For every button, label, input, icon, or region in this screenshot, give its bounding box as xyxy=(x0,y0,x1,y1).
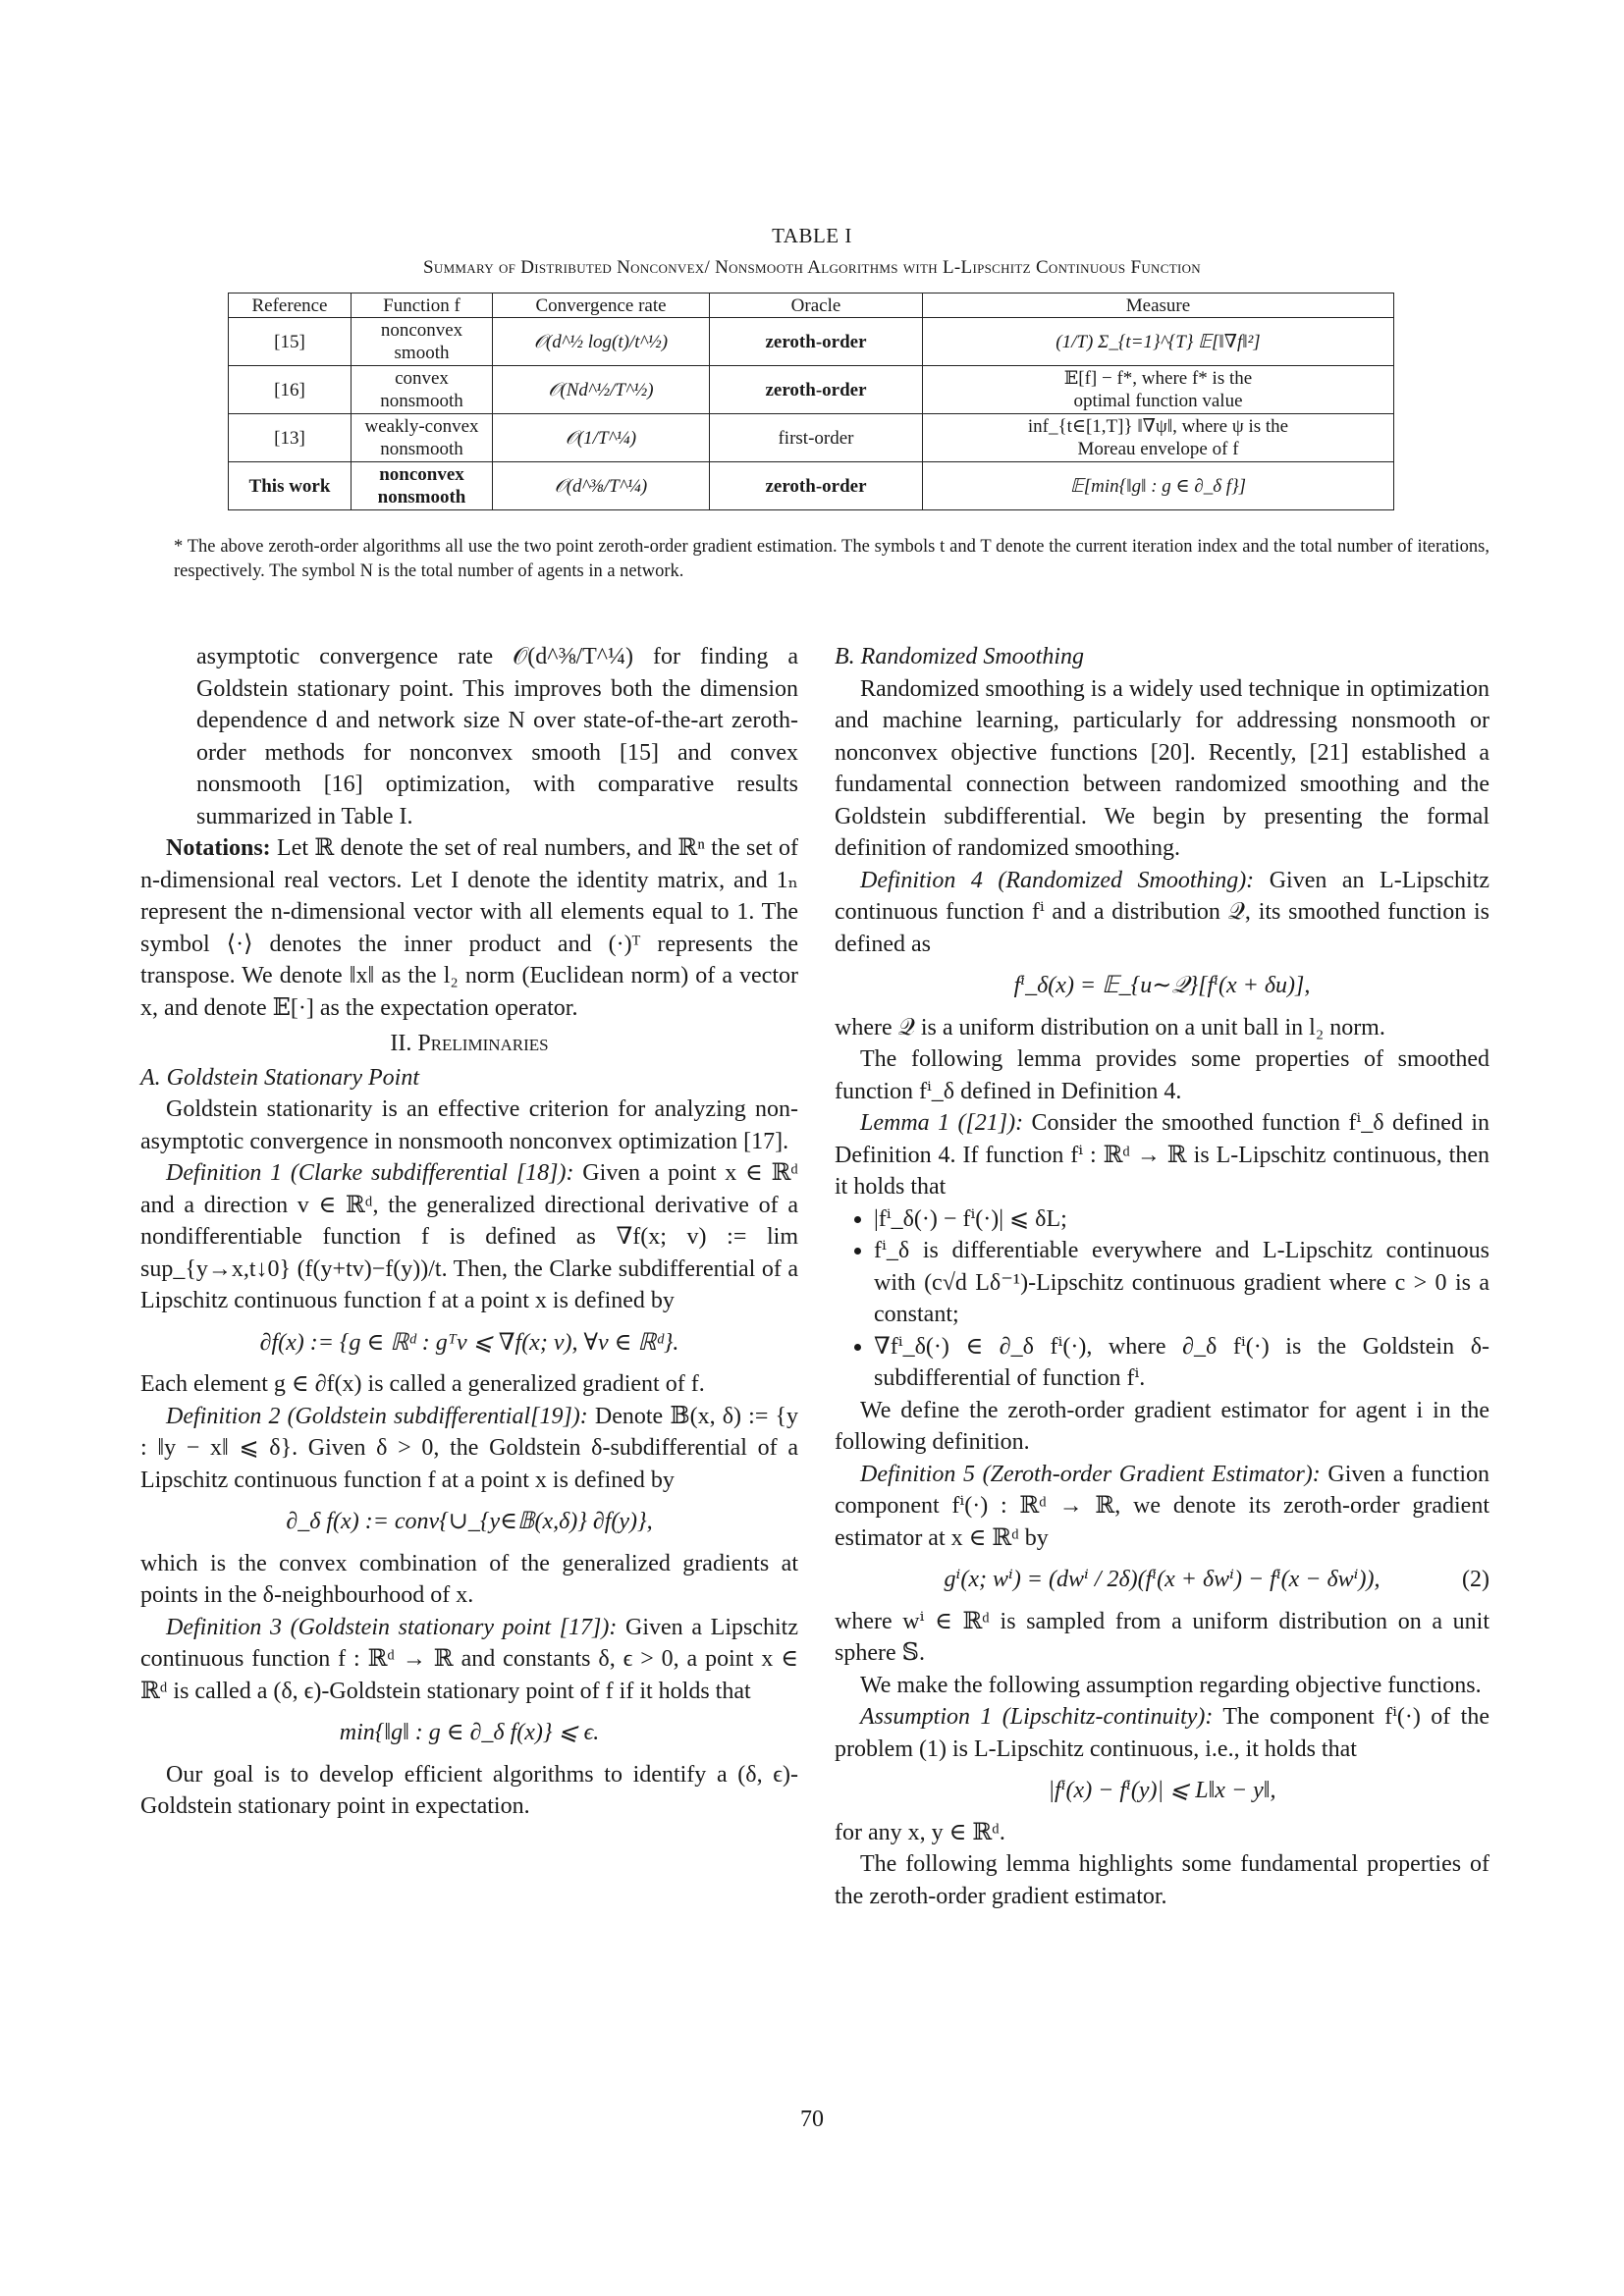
equation-number: (2) xyxy=(1462,1567,1489,1592)
definition-1-after: Each element g ∈ ∂f(x) is called a generalized gradient of f. xyxy=(140,1371,705,1397)
table-title: TABLE I xyxy=(772,224,852,247)
table-row xyxy=(229,414,1394,462)
cell-oracle: zeroth-order xyxy=(710,318,923,366)
equation: fⁱ_δ(x) = 𝔼_{u∼𝒬}[fⁱ(x + δu)], xyxy=(1013,973,1311,998)
table-header-row xyxy=(229,294,1394,318)
cell-rate: 𝒪(Nd^½/T^½) xyxy=(493,366,710,414)
cell-measure xyxy=(923,366,1394,414)
definition-2-after: which is the convex combination of the generalized gradients at points in the δ-neighbourhood of x. xyxy=(140,1550,798,1608)
right-column xyxy=(835,641,1489,1912)
measure-line: optimal function value xyxy=(1073,391,1243,411)
goal-paragraph: Our goal is to develop efficient algorithms to identify a (δ, ϵ)-Goldstein stationary point in expectation. xyxy=(140,1761,798,1819)
definition-text: Given a point x ∈ ℝᵈ and a direction v ∈ ℝᵈ, the generalized directional derivative of a nondifferentiable function f is defined as ∇f(x; v) := lim sup_{y→x,t↓0} (f(y+tv)−f(y))/t. Then, the Clarke subdifferential of a Lipschitz continuous function f at a point x is defined by xyxy=(140,1160,798,1313)
definition-text: Given an L-Lipschitz continuous function fⁱ and a distribution 𝒬, its smoothed function is defined as xyxy=(835,867,1490,957)
definition-4-after: where 𝒬 is a uniform distribution on a unit ball in l₂ norm. xyxy=(835,1014,1385,1041)
cell-function xyxy=(352,462,493,510)
assumption-1-after: for any x, y ∈ ℝᵈ. xyxy=(835,1819,1005,1845)
estimator-intro: We define the zeroth-order gradient estimator for agent i in the following definition. xyxy=(835,1397,1489,1455)
lemma-intro: The following lemma provides some properties of smoothed function fⁱ_δ defined in Definition 4. xyxy=(835,1046,1489,1104)
cell-measure xyxy=(923,414,1394,462)
function-line: nonsmooth xyxy=(380,439,463,459)
cell-rate: 𝒪(d^⅜/T^¼) xyxy=(493,462,710,510)
measure-line: Moreau envelope of f xyxy=(1077,439,1239,459)
cell-reference: This work xyxy=(229,462,352,510)
function-line: smooth xyxy=(394,343,450,363)
cell-function xyxy=(352,366,493,414)
equation: ∂_δ f(x) := conv{∪_{y∈𝔹(x,δ)} ∂f(y)}, xyxy=(286,1509,653,1534)
definition-5 xyxy=(835,1459,1489,1555)
page-number: 70 xyxy=(800,2107,824,2132)
table-caption: Summary of Distributed Nonconvex/ Nonsmooth Algorithms with L-Lipschitz Continuous Function xyxy=(423,257,1201,278)
lemma-property-list xyxy=(835,1203,1489,1395)
list-item: • ∇fⁱ_δ(·) ∈ ∂_δ fⁱ(·), where ∂_δ fⁱ(·) is the Goldstein δ-subdifferential of function fⁱ. xyxy=(874,1331,1489,1395)
summary-table xyxy=(228,293,1394,510)
function-line: nonconvex xyxy=(379,464,464,485)
measure-line: (1/T) Σ_{t=1}^{T} 𝔼[‖∇f‖²] xyxy=(1056,331,1261,352)
definition-label: Definition 5 (Zeroth-order Gradient Estimator): xyxy=(860,1461,1321,1487)
function-line: nonconvex xyxy=(380,320,463,341)
table-footnote: * The above zeroth-order algorithms all use the two point zeroth-order gradient estimation. The symbols t and T denote the current iteration index and the total number of iterations, respectively. The symbol N is the total number of agents in a network. xyxy=(174,537,1489,581)
intro-paragraph: asymptotic convergence rate 𝒪(d^⅜/T^¼) for finding a Goldstein stationary point. This improves both the dimension dependence d and network size N over state-of-the-art zeroth-order methods for nonconvex smooth [15] and convex nonsmooth [16] optimization, with comparative results summarized in Table I. xyxy=(196,644,798,829)
table-row xyxy=(229,318,1394,366)
definition-label: Definition 4 (Randomized Smoothing): xyxy=(860,867,1255,893)
lemma-text: Consider the smoothed function fⁱ_δ defined in Definition 4. If function fⁱ : ℝᵈ → ℝ is L-Lipschitz continuous, then it holds that xyxy=(835,1110,1489,1200)
definition-text: Given a Lipschitz continuous function f : ℝᵈ → ℝ and constants δ, ϵ > 0, a point x ∈ ℝᵈ is called a (δ, ϵ)-Goldstein stationary point of f if it holds that xyxy=(140,1614,798,1704)
assumption-intro: We make the following assumption regarding objective functions. xyxy=(860,1672,1482,1698)
measure-line: inf_{t∈[1,T]} ‖∇ψ‖, where ψ is the xyxy=(1027,416,1289,437)
function-line: convex xyxy=(395,368,449,389)
cell-oracle: first-order xyxy=(710,414,923,462)
definition-5-after: where wⁱ ∈ ℝᵈ is sampled from a uniform distribution on a unit sphere 𝕊. xyxy=(835,1608,1489,1666)
equation: gⁱ(x; wⁱ) = (dwⁱ / 2δ)(fⁱ(x + δwⁱ) − fⁱ(x − δwⁱ)), xyxy=(944,1567,1380,1592)
definition-text: Denote 𝔹(x, δ) := {y : ‖y − x‖ ⩽ δ}. Given δ > 0, the Goldstein δ-subdifferential of a Lipschitz continuous function f at a point x is defined by xyxy=(140,1403,798,1493)
header-reference: Reference xyxy=(229,294,352,318)
cell-oracle: zeroth-order xyxy=(710,366,923,414)
assumption-text: The component fⁱ(·) of the problem (1) is L-Lipschitz continuous, i.e., it holds that xyxy=(835,1704,1489,1762)
equation: |fⁱ(x) − fⁱ(y)| ⩽ L‖x − y‖, xyxy=(1048,1778,1276,1803)
cell-reference: [13] xyxy=(229,414,352,462)
definition-2 xyxy=(140,1401,798,1497)
cell-measure xyxy=(923,318,1394,366)
header-oracle: Oracle xyxy=(710,294,923,318)
cell-reference: [15] xyxy=(229,318,352,366)
subsection-heading: B. Randomized Smoothing xyxy=(835,644,1084,669)
notations-label: Notations: xyxy=(166,835,271,861)
measure-line: 𝔼[f] − f*, where f* is the xyxy=(1063,368,1253,389)
notations-text: Let ℝ denote the set of real numbers, and ℝⁿ the set of n-dimensional real vectors. Let I denote the identity matrix, and 1ₙ represent the n-dimensional vector with all elements equal to 1. The symbol ⟨·⟩ denotes the inner product and (·)ᵀ represents the transpose. We denote ‖x‖ as the l₂ norm (Euclidean norm) of a vector x, and denote 𝔼[·] as the expectation operator. xyxy=(140,835,798,1021)
lemma-1 xyxy=(835,1107,1489,1203)
assumption-1 xyxy=(835,1701,1489,1765)
cell-rate: 𝒪(1/T^¼) xyxy=(493,414,710,462)
goldstein-paragraph: Goldstein stationarity is an effective criterion for analyzing non-asymptotic convergence in nonsmooth nonconvex optimization [17]. xyxy=(140,1096,798,1154)
subsection-heading: A. Goldstein Stationary Point xyxy=(140,1064,419,1091)
smoothing-paragraph: Randomized smoothing is a widely used technique in optimization and machine learning, particularly for addressing nonsmooth or nonconvex objective functions [20]. Recently, [21] established a fundamental connection between randomized smoothing and the Goldstein subdifferential. We begin by presenting the formal definition of randomized smoothing. xyxy=(835,675,1489,861)
equation: min{‖g‖ : g ∈ ∂_δ f(x)} ⩽ ϵ. xyxy=(339,1720,600,1745)
cell-measure xyxy=(923,462,1394,510)
header-measure: Measure xyxy=(923,294,1394,318)
numbered-equation xyxy=(835,1564,1489,1596)
function-line: nonsmooth xyxy=(377,487,466,507)
definition-label: Definition 3 (Goldstein stationary point [17]): xyxy=(166,1614,618,1640)
list-item: • |fⁱ_δ(·) − fⁱ(·)| ⩽ δL; xyxy=(874,1203,1489,1236)
table-row-this-work xyxy=(229,462,1394,510)
cell-function xyxy=(352,414,493,462)
section-title: II. Preliminaries xyxy=(390,1031,549,1056)
function-line: weakly-convex xyxy=(364,416,479,437)
equation: ∂f(x) := {g ∈ ℝᵈ : gᵀv ⩽ ∇f(x; v), ∀v ∈ ℝᵈ}. xyxy=(259,1329,679,1356)
list-item: • fⁱ_δ is differentiable everywhere and L-Lipschitz continuous with (c√d Lδ⁻¹)-Lipschitz continuous gradient where c > 0 is a constant; xyxy=(874,1235,1489,1331)
cell-oracle: zeroth-order xyxy=(710,462,923,510)
definition-4 xyxy=(835,865,1489,961)
left-column xyxy=(140,641,798,1823)
cell-function xyxy=(352,318,493,366)
definition-3 xyxy=(140,1612,798,1708)
cell-reference: [16] xyxy=(229,366,352,414)
cell-rate: 𝒪(d^½ log(t)/t^½) xyxy=(493,318,710,366)
closing-paragraph: The following lemma highlights some fundamental properties of the zeroth-order gradient estimator. xyxy=(835,1851,1489,1909)
lemma-label: Lemma 1 ([21]): xyxy=(860,1110,1024,1136)
assumption-label: Assumption 1 (Lipschitz-continuity): xyxy=(860,1704,1214,1730)
measure-line: 𝔼[min{‖g‖ : g ∈ ∂_δ f}] xyxy=(1069,475,1247,497)
header-convergence-rate: Convergence rate xyxy=(493,294,710,318)
definition-1 xyxy=(140,1157,798,1317)
table-row xyxy=(229,366,1394,414)
definition-text: Given a function component fⁱ(·) : ℝᵈ → ℝ, we denote its zeroth-order gradient estimator at x ∈ ℝᵈ by xyxy=(835,1461,1490,1551)
definition-label: Definition 1 (Clarke subdifferential [18]): xyxy=(166,1160,574,1186)
definition-label: Definition 2 (Goldstein subdifferential[19]): xyxy=(166,1403,588,1429)
function-line: nonsmooth xyxy=(380,391,463,411)
header-function: Function f xyxy=(352,294,493,318)
notations-paragraph xyxy=(140,832,798,1024)
